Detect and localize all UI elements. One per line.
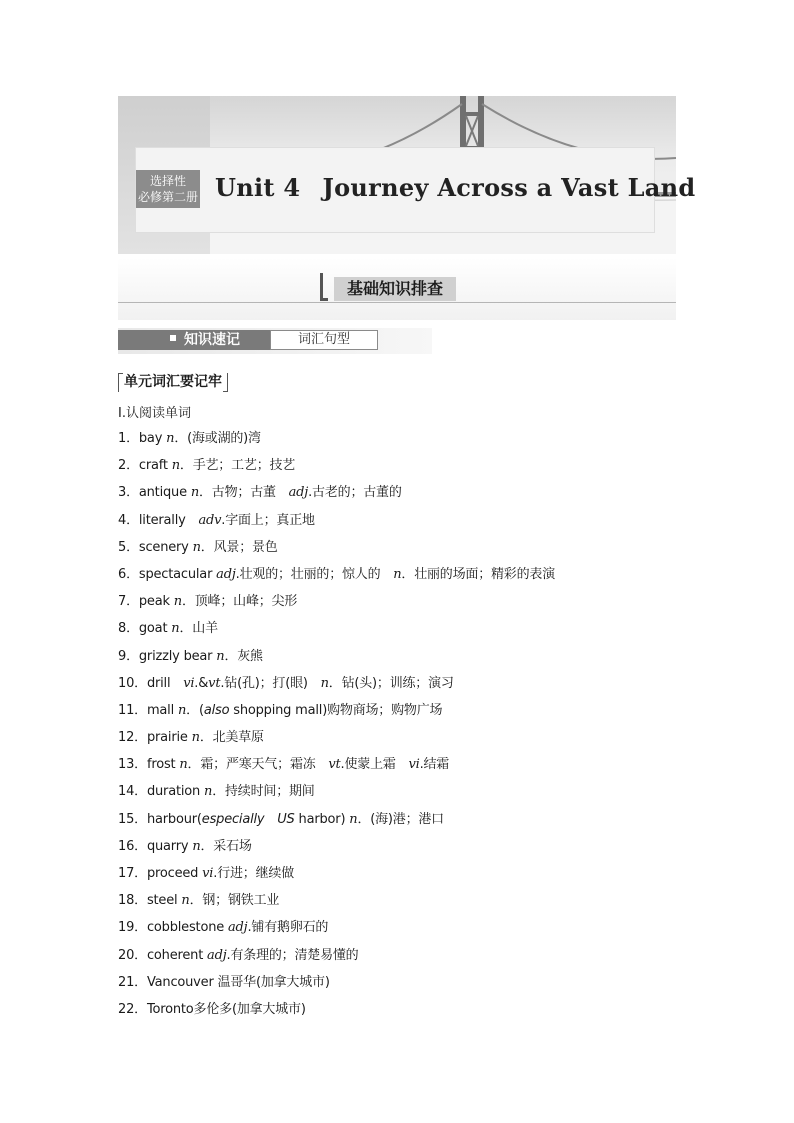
part-of-speech: vi bbox=[202, 866, 214, 881]
part-of-speech: vi bbox=[408, 757, 420, 773]
vocab-text: .使蒙上霜 bbox=[340, 757, 409, 773]
tab-knowledge-label: 知识速记 bbox=[184, 332, 240, 348]
vocab-text: bay bbox=[138, 431, 167, 446]
part-of-speech: n bbox=[192, 539, 201, 555]
part-of-speech: n bbox=[171, 621, 180, 637]
vocab-text: craft bbox=[138, 458, 172, 474]
textbook-badge bbox=[136, 170, 200, 208]
vocab-item bbox=[118, 917, 555, 944]
part-of-speech: adj bbox=[227, 920, 248, 936]
vocab-text: frost bbox=[146, 757, 180, 773]
part-of-speech: n bbox=[192, 838, 201, 854]
vocab-number: 22． bbox=[118, 1001, 147, 1017]
part-label: Ⅰ.认阅读单词 bbox=[118, 406, 191, 421]
vocab-item bbox=[118, 863, 555, 890]
vocab-number: 8． bbox=[118, 621, 139, 637]
vocab-number: 17． bbox=[118, 866, 147, 881]
badge-line-1: 选择性 bbox=[149, 174, 186, 188]
vocab-text: .古老的；古董的 bbox=[308, 485, 402, 501]
vocab-item bbox=[118, 727, 555, 754]
vocab-text: ．钢；钢铁工业 bbox=[189, 893, 280, 909]
tab-knowledge[interactable] bbox=[118, 330, 270, 350]
bracket-icon bbox=[320, 273, 328, 301]
vocab-text: ．持续时间；期间 bbox=[212, 784, 315, 800]
square-bullet-icon bbox=[170, 335, 176, 341]
vocab-text: prairie bbox=[146, 730, 192, 746]
vocab-text: also bbox=[203, 702, 230, 718]
unit-title bbox=[215, 173, 695, 202]
vocab-list bbox=[118, 428, 555, 1026]
vocab-number: 9． bbox=[118, 648, 139, 664]
vocab-item bbox=[118, 836, 555, 863]
vocab-number: 13． bbox=[118, 757, 147, 773]
vocab-item bbox=[118, 591, 555, 618]
vocab-text: .有条理的；清楚易懂的 bbox=[226, 947, 359, 963]
part-of-speech: n bbox=[171, 458, 180, 474]
vocab-number: 11． bbox=[118, 702, 147, 718]
vocab-item bbox=[118, 428, 555, 455]
vocab-text: literally bbox=[138, 512, 199, 528]
part-of-speech: adj bbox=[216, 566, 236, 582]
vocab-item bbox=[118, 510, 555, 537]
vocab-number: 4． bbox=[118, 512, 139, 528]
part-of-speech: adv bbox=[198, 512, 222, 528]
part-of-speech: n bbox=[190, 485, 199, 501]
part-of-speech: n bbox=[166, 431, 175, 446]
vocab-text: antique bbox=[138, 485, 191, 501]
vocab-text: ．顶峰；山峰；尖形 bbox=[181, 594, 298, 610]
vocab-text: Toronto多伦多(加拿大城市) bbox=[146, 1001, 306, 1017]
vocab-item bbox=[118, 564, 555, 591]
vocab-item bbox=[118, 537, 555, 564]
vocab-number: 6． bbox=[118, 566, 139, 582]
part-of-speech: adj bbox=[288, 485, 309, 501]
vocab-text: ．壮丽的场面；精彩的表演 bbox=[401, 566, 556, 582]
vocab-item bbox=[118, 809, 555, 836]
part-of-speech: n bbox=[179, 757, 188, 773]
part-of-speech: adj bbox=[207, 947, 227, 963]
vocab-text: .结霜 bbox=[419, 757, 450, 773]
vocab-number: 14． bbox=[118, 784, 147, 800]
vocab-item bbox=[118, 482, 555, 509]
vocab-item bbox=[118, 972, 555, 999]
vocab-text: mall bbox=[146, 702, 178, 718]
vocab-item bbox=[118, 700, 555, 727]
vocab-text: spectacular bbox=[138, 566, 217, 582]
vocab-text: scenery bbox=[138, 539, 193, 555]
part-of-speech: n bbox=[181, 893, 190, 909]
vocab-item bbox=[118, 754, 555, 781]
vocab-text: ．手艺；工艺；技艺 bbox=[179, 458, 296, 474]
vocab-text: Vancouver 温哥华(加拿大城市) bbox=[146, 974, 330, 990]
vocab-item bbox=[118, 618, 555, 645]
vocab-text: .壮观的；壮丽的；惊人的 bbox=[235, 566, 394, 582]
vocab-text: ．(海)港；港口 bbox=[357, 811, 444, 827]
part-of-speech: vi bbox=[183, 675, 195, 691]
vocab-text: ．采石场 bbox=[200, 838, 252, 854]
vocab-text: .行进；继续做 bbox=[213, 866, 294, 881]
unit-name: Journey Across a Vast Land bbox=[322, 173, 696, 202]
vocab-text: ．( bbox=[186, 702, 204, 718]
part-of-speech: n bbox=[216, 648, 225, 664]
vocab-number: 21． bbox=[118, 974, 147, 990]
vocab-text: ．山羊 bbox=[179, 621, 218, 637]
vocab-number: 19． bbox=[118, 920, 147, 936]
part-of-speech: vt bbox=[328, 757, 341, 773]
vocab-text: quarry bbox=[146, 838, 193, 854]
vocab-number: 18． bbox=[118, 893, 147, 909]
vocab-item bbox=[118, 945, 555, 972]
vocab-number: 16． bbox=[118, 838, 147, 854]
vocab-text: especially US bbox=[201, 811, 295, 827]
vocab-number: 2． bbox=[118, 458, 139, 474]
vocab-item bbox=[118, 890, 555, 917]
section-title: 基础知识排查 bbox=[334, 277, 456, 301]
vocab-text: peak bbox=[138, 594, 174, 610]
vocab-number: 15． bbox=[118, 811, 147, 827]
vocab-text: ．(海或湖的)湾 bbox=[174, 431, 261, 446]
vocab-text: harbor) bbox=[294, 811, 350, 827]
vocab-item bbox=[118, 646, 555, 673]
vocab-text: .钻(孔)；打(眼) bbox=[220, 675, 321, 691]
vocab-number: 20． bbox=[118, 947, 147, 963]
part-of-speech: vt bbox=[208, 675, 221, 691]
vocab-text: .& bbox=[194, 675, 209, 691]
vocab-text: proceed bbox=[146, 866, 203, 881]
part-of-speech: n bbox=[349, 811, 358, 827]
vocab-text: ．霜；严寒天气；霜冻 bbox=[187, 757, 329, 773]
part-of-speech: n bbox=[393, 566, 402, 582]
vocab-item bbox=[118, 781, 555, 808]
part-of-speech: n bbox=[191, 730, 200, 746]
section-divider bbox=[118, 302, 676, 303]
vocab-item bbox=[118, 673, 555, 700]
vocab-text: shopping mall)购物商场；购物广场 bbox=[229, 702, 443, 718]
vocab-text: harbour( bbox=[146, 811, 202, 827]
part-of-speech: n bbox=[204, 784, 213, 800]
vocab-text: coherent bbox=[146, 947, 208, 963]
unit-number: Unit 4 bbox=[215, 173, 301, 202]
vocab-text: cobblestone bbox=[146, 920, 228, 936]
vocab-text: ．风景；景色 bbox=[200, 539, 278, 555]
vocab-item bbox=[118, 999, 555, 1026]
vocab-text: goat bbox=[138, 621, 172, 637]
vocab-text: steel bbox=[146, 893, 182, 909]
vocab-number: 10． bbox=[118, 675, 147, 691]
part-of-speech: n bbox=[320, 675, 329, 691]
tab-vocabulary[interactable]: 词汇句型 bbox=[270, 330, 378, 350]
vocab-text: .铺有鹅卵石的 bbox=[247, 920, 329, 936]
badge-line-2: 必修第二册 bbox=[137, 190, 198, 204]
vocab-item bbox=[118, 455, 555, 482]
vocab-text: ．钻(头)；训练；演习 bbox=[328, 675, 454, 691]
vocab-number: 1． bbox=[118, 431, 139, 446]
subheading: 单元词汇要记牢 bbox=[118, 371, 228, 393]
vocab-text: ．古物；古董 bbox=[199, 485, 289, 501]
part-of-speech: n bbox=[173, 594, 182, 610]
vocab-text: grizzly bear bbox=[138, 648, 217, 664]
vocab-text: .字面上；真正地 bbox=[221, 512, 315, 528]
vocab-text: ．北美草原 bbox=[199, 730, 264, 746]
vocab-number: 12． bbox=[118, 730, 147, 746]
vocab-text: duration bbox=[146, 784, 204, 800]
vocab-number: 5． bbox=[118, 539, 139, 555]
vocab-number: 3． bbox=[118, 485, 139, 501]
vocab-text: drill bbox=[146, 675, 184, 691]
part-of-speech: n bbox=[177, 702, 187, 718]
vocab-text: ．灰熊 bbox=[224, 648, 263, 664]
vocab-number: 7． bbox=[118, 594, 139, 610]
